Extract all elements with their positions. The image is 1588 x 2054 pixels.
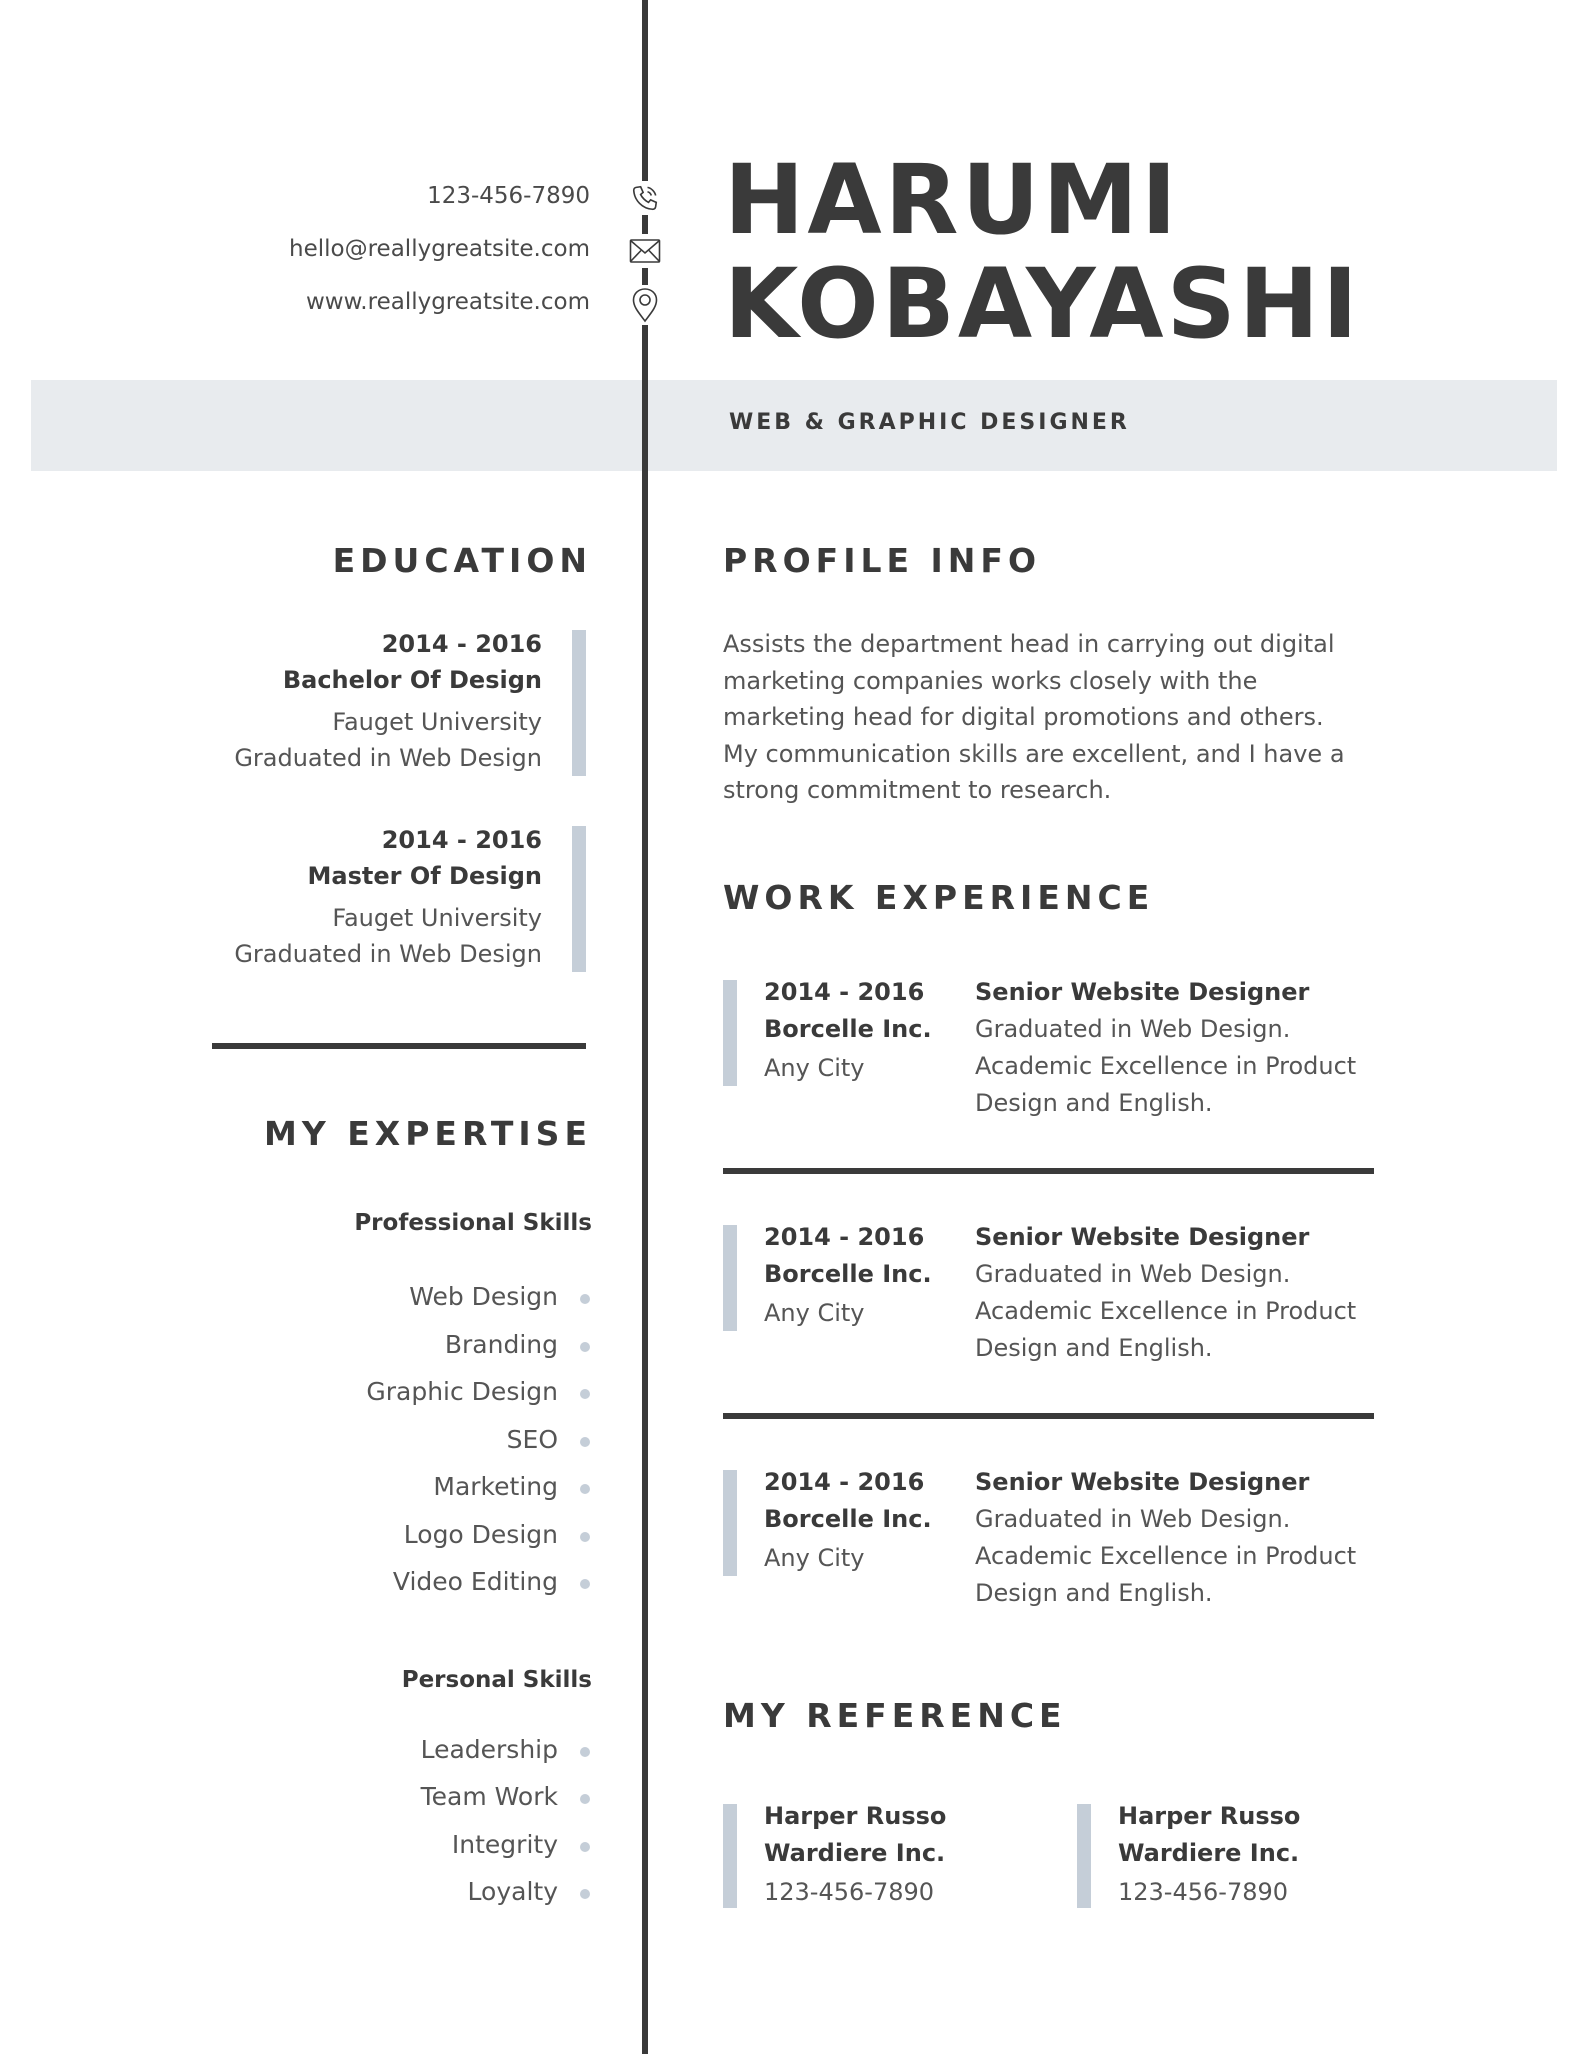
reference-accent-bar xyxy=(723,1804,737,1908)
work-meta xyxy=(764,1219,964,1333)
work-desc: Academic Excellence in Product xyxy=(975,1297,1357,1325)
contact-phone: 123-456-7890 xyxy=(427,183,590,209)
skill-item: Marketing xyxy=(433,1472,558,1501)
skill-item: Video Editing xyxy=(392,1567,558,1596)
education-degree: Master Of Design xyxy=(307,862,542,890)
reference-item xyxy=(1118,1798,1300,1912)
contact-website[interactable]: www.reallygreatsite.com xyxy=(305,289,590,315)
work-years: 2014 - 2016 xyxy=(764,1468,925,1496)
education-years: 2014 - 2016 xyxy=(381,826,542,854)
education-years: 2014 - 2016 xyxy=(381,630,542,658)
reference-phone: 123-456-7890 xyxy=(1118,1878,1289,1906)
location-pin-icon xyxy=(628,285,662,325)
bullet-dot xyxy=(580,1532,590,1542)
skill-item: Team Work xyxy=(420,1782,558,1811)
profile-heading: PROFILE INFO xyxy=(723,541,1042,580)
work-city: Any City xyxy=(764,1544,865,1572)
education-item xyxy=(142,822,542,972)
work-city: Any City xyxy=(764,1054,865,1082)
work-years: 2014 - 2016 xyxy=(764,1223,925,1251)
work-company: Borcelle Inc. xyxy=(764,1505,932,1533)
work-details xyxy=(975,974,1435,1122)
education-accent-bar xyxy=(572,826,586,972)
education-school: Fauget University xyxy=(332,708,542,736)
bullet-dot xyxy=(580,1794,590,1804)
bullet-dot xyxy=(580,1747,590,1757)
work-accent-bar xyxy=(723,1470,737,1576)
bullet-dot xyxy=(580,1294,590,1304)
work-accent-bar xyxy=(723,980,737,1086)
education-degree: Bachelor Of Design xyxy=(282,666,542,694)
education-note: Graduated in Web Design xyxy=(234,744,542,772)
work-desc: Graduated in Web Design. xyxy=(975,1505,1291,1533)
work-meta xyxy=(764,974,964,1088)
skill-item: SEO xyxy=(506,1425,558,1454)
education-school: Fauget University xyxy=(332,904,542,932)
bullet-dot xyxy=(580,1889,590,1899)
profile-line: Assists the department head in carrying out digital xyxy=(723,630,1335,658)
contact-email[interactable]: hello@reallygreatsite.com xyxy=(289,236,590,262)
work-details xyxy=(975,1464,1435,1612)
work-role: Senior Website Designer xyxy=(975,1468,1310,1496)
skill-item: Branding xyxy=(444,1330,558,1359)
profile-line: marketing companies works closely with the xyxy=(723,666,1258,695)
bullet-dot xyxy=(580,1842,590,1852)
job-title: WEB & GRAPHIC DESIGNER xyxy=(729,410,1130,435)
bullet-dot xyxy=(580,1389,590,1399)
personal-skills-label: Personal Skills xyxy=(401,1667,592,1693)
work-desc: Design and English. xyxy=(975,1579,1213,1607)
education-accent-bar xyxy=(572,630,586,776)
reference-name: Harper Russo xyxy=(764,1802,947,1830)
skill-item: Integrity xyxy=(451,1830,558,1859)
work-meta xyxy=(764,1464,964,1578)
work-details xyxy=(975,1219,1435,1367)
profile-line: marketing head for digital promotions and others. xyxy=(723,703,1324,731)
work-company: Borcelle Inc. xyxy=(764,1260,932,1288)
work-heading: WORK EXPERIENCE xyxy=(723,878,1155,917)
bullet-dot xyxy=(580,1437,590,1447)
profile-line: My communication skills are excellent, and I have a xyxy=(723,739,1345,768)
skill-item: Logo Design xyxy=(403,1520,558,1549)
work-city: Any City xyxy=(764,1299,865,1327)
skill-item: Leadership xyxy=(420,1735,558,1764)
skill-item: Web Design xyxy=(409,1282,558,1311)
work-years: 2014 - 2016 xyxy=(764,978,925,1006)
bullet-dot xyxy=(580,1484,590,1494)
education-item xyxy=(142,626,542,776)
work-desc: Design and English. xyxy=(975,1334,1213,1362)
expertise-heading: MY EXPERTISE xyxy=(264,1114,592,1153)
work-desc: Academic Excellence in Product xyxy=(975,1052,1357,1080)
last-name: KOBAYASHI xyxy=(724,248,1361,360)
bullet-dot xyxy=(580,1342,590,1352)
work-role: Senior Website Designer xyxy=(975,978,1310,1006)
phone-icon xyxy=(628,181,662,215)
education-note: Graduated in Web Design xyxy=(234,940,542,968)
work-desc: Graduated in Web Design. xyxy=(975,1015,1291,1043)
work-role: Senior Website Designer xyxy=(975,1223,1310,1251)
work-desc: Design and English. xyxy=(975,1089,1213,1117)
reference-name: Harper Russo xyxy=(1118,1802,1301,1830)
reference-company: Wardiere Inc. xyxy=(764,1839,946,1867)
work-divider xyxy=(723,1413,1374,1419)
bullet-dot xyxy=(580,1579,590,1589)
reference-accent-bar xyxy=(1077,1804,1091,1908)
work-divider xyxy=(723,1168,1374,1174)
work-accent-bar xyxy=(723,1225,737,1331)
work-desc: Academic Excellence in Product xyxy=(975,1542,1357,1570)
reference-phone: 123-456-7890 xyxy=(764,1878,935,1906)
skill-item: Loyalty xyxy=(467,1877,558,1906)
professional-skills-label: Professional Skills xyxy=(354,1210,592,1236)
work-desc: Graduated in Web Design. xyxy=(975,1260,1291,1288)
reference-item xyxy=(764,1798,946,1912)
reference-company: Wardiere Inc. xyxy=(1118,1839,1300,1867)
education-heading: EDUCATION xyxy=(332,541,592,580)
mail-icon xyxy=(628,234,662,268)
section-divider xyxy=(212,1043,586,1049)
first-name: HARUMI xyxy=(724,144,1180,256)
profile-text xyxy=(723,626,1423,809)
skill-item: Graphic Design xyxy=(366,1377,558,1406)
work-company: Borcelle Inc. xyxy=(764,1015,932,1043)
reference-heading: MY REFERENCE xyxy=(723,1696,1067,1735)
full-name xyxy=(724,144,1361,360)
profile-line: strong commitment to research. xyxy=(723,776,1112,804)
